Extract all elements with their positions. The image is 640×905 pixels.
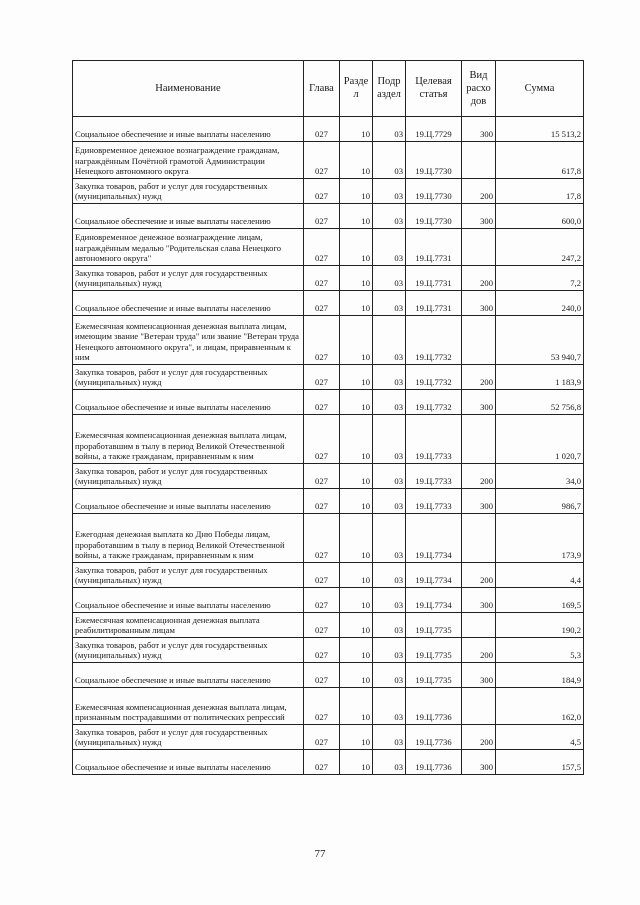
row-chapter-cell: 027 (304, 464, 340, 489)
row-section-cell: 10 (340, 204, 373, 229)
row-name-cell: Единовременное денежное вознаграждение гражданам, награждённым Почётной грамотой Администрации Ненецкого автономного округа (73, 142, 304, 179)
row-name-cell: Социальное обеспечение и иные выплаты населению (73, 750, 304, 775)
row-expense-type-cell (462, 415, 496, 464)
row-section-cell: 10 (340, 489, 373, 514)
row-name-cell: Социальное обеспечение и иные выплаты населению (73, 291, 304, 316)
row-expense-type-cell: 200 (462, 725, 496, 750)
row-amount-cell: 1 183,9 (496, 365, 584, 390)
row-section-cell: 10 (340, 663, 373, 688)
header-amount: Сумма (496, 61, 584, 117)
row-name-cell: Социальное обеспечение и иные выплаты населению (73, 204, 304, 229)
table-row (73, 316, 584, 365)
row-subsection-cell: 03 (373, 179, 406, 204)
header-subsection: Подр аздел (373, 61, 406, 117)
row-section-cell: 10 (340, 142, 373, 179)
row-expense-type-cell: 300 (462, 588, 496, 613)
row-amount-cell: 173,9 (496, 514, 584, 563)
row-chapter-cell: 027 (304, 390, 340, 415)
row-target-cell: 19.Ц.7734 (406, 514, 462, 563)
header-name: Наименование (73, 61, 304, 117)
row-target-cell: 19.Ц.7735 (406, 663, 462, 688)
row-subsection-cell: 03 (373, 663, 406, 688)
row-target-cell: 19.Ц.7735 (406, 638, 462, 663)
row-section-cell: 10 (340, 750, 373, 775)
row-subsection-cell: 03 (373, 489, 406, 514)
row-target-cell: 19.Ц.7731 (406, 266, 462, 291)
table-row (73, 204, 584, 229)
row-name-cell: Ежегодная денежная выплата ко Дню Победы лицам, проработавшим в тылу в период Великой Отечественной войны, а также гражданам, приравненным к ним (73, 514, 304, 563)
row-name-cell: Ежемесячная компенсационная денежная выплата реабилитированным лицам (73, 613, 304, 638)
row-subsection-cell: 03 (373, 563, 406, 588)
row-amount-cell: 600,0 (496, 204, 584, 229)
row-subsection-cell: 03 (373, 750, 406, 775)
row-name-cell: Закупка товаров, работ и услуг для государственных (муниципальных) нужд (73, 179, 304, 204)
row-target-cell: 19.Ц.7733 (406, 415, 462, 464)
table-body (73, 117, 584, 775)
row-section-cell: 10 (340, 638, 373, 663)
row-section-cell: 10 (340, 613, 373, 638)
table-row (73, 390, 584, 415)
row-name-cell: Социальное обеспечение и иные выплаты населению (73, 663, 304, 688)
row-chapter-cell: 027 (304, 489, 340, 514)
table-row (73, 588, 584, 613)
row-name-cell: Закупка товаров, работ и услуг для государственных (муниципальных) нужд (73, 266, 304, 291)
row-amount-cell: 4,4 (496, 563, 584, 588)
row-expense-type-cell: 200 (462, 563, 496, 588)
row-amount-cell: 52 756,8 (496, 390, 584, 415)
header-chapter: Глава (304, 61, 340, 117)
table-row (73, 291, 584, 316)
row-chapter-cell: 027 (304, 663, 340, 688)
row-amount-cell: 53 940,7 (496, 316, 584, 365)
row-target-cell: 19.Ц.7733 (406, 489, 462, 514)
row-amount-cell: 184,9 (496, 663, 584, 688)
row-subsection-cell: 03 (373, 266, 406, 291)
row-target-cell: 19.Ц.7730 (406, 179, 462, 204)
row-target-cell: 19.Ц.7732 (406, 390, 462, 415)
row-chapter-cell: 027 (304, 750, 340, 775)
row-name-cell: Социальное обеспечение и иные выплаты населению (73, 390, 304, 415)
row-subsection-cell: 03 (373, 142, 406, 179)
row-subsection-cell: 03 (373, 316, 406, 365)
row-expense-type-cell: 300 (462, 750, 496, 775)
row-name-cell: Ежемесячная компенсационная денежная выплата лицам, признанным пострадавшими от политических репрессий (73, 688, 304, 725)
row-name-cell: Закупка товаров, работ и услуг для государственных (муниципальных) нужд (73, 464, 304, 489)
row-amount-cell: 986,7 (496, 489, 584, 514)
row-subsection-cell: 03 (373, 613, 406, 638)
row-expense-type-cell: 300 (462, 489, 496, 514)
row-amount-cell: 4,5 (496, 725, 584, 750)
row-section-cell: 10 (340, 415, 373, 464)
table-row (73, 514, 584, 563)
row-subsection-cell: 03 (373, 117, 406, 142)
row-subsection-cell: 03 (373, 725, 406, 750)
row-amount-cell: 617,8 (496, 142, 584, 179)
row-chapter-cell: 027 (304, 514, 340, 563)
row-subsection-cell: 03 (373, 291, 406, 316)
row-name-cell: Закупка товаров, работ и услуг для государственных (муниципальных) нужд (73, 638, 304, 663)
row-expense-type-cell: 200 (462, 464, 496, 489)
row-section-cell: 10 (340, 365, 373, 390)
row-name-cell: Социальное обеспечение и иные выплаты населению (73, 588, 304, 613)
row-expense-type-cell (462, 142, 496, 179)
table-row (73, 725, 584, 750)
budget-table (72, 60, 584, 775)
row-target-cell: 19.Ц.7730 (406, 204, 462, 229)
row-subsection-cell: 03 (373, 514, 406, 563)
row-target-cell: 19.Ц.7730 (406, 142, 462, 179)
row-target-cell: 19.Ц.7731 (406, 291, 462, 316)
row-section-cell: 10 (340, 291, 373, 316)
row-target-cell: 19.Ц.7733 (406, 464, 462, 489)
row-chapter-cell: 027 (304, 291, 340, 316)
row-amount-cell: 162,0 (496, 688, 584, 725)
row-subsection-cell: 03 (373, 365, 406, 390)
row-subsection-cell: 03 (373, 229, 406, 266)
row-expense-type-cell (462, 514, 496, 563)
table-row (73, 688, 584, 725)
row-section-cell: 10 (340, 563, 373, 588)
row-chapter-cell: 027 (304, 204, 340, 229)
row-expense-type-cell: 300 (462, 117, 496, 142)
row-name-cell: Закупка товаров, работ и услуг для государственных (муниципальных) нужд (73, 365, 304, 390)
row-chapter-cell: 027 (304, 613, 340, 638)
row-target-cell: 19.Ц.7731 (406, 229, 462, 266)
row-amount-cell: 247,2 (496, 229, 584, 266)
row-chapter-cell: 027 (304, 725, 340, 750)
row-expense-type-cell: 200 (462, 179, 496, 204)
row-chapter-cell: 027 (304, 229, 340, 266)
row-target-cell: 19.Ц.7734 (406, 588, 462, 613)
row-amount-cell: 7,2 (496, 266, 584, 291)
row-amount-cell: 17,8 (496, 179, 584, 204)
table-row (73, 563, 584, 588)
header-target: Целевая статья (406, 61, 462, 117)
row-section-cell: 10 (340, 316, 373, 365)
table-row (73, 638, 584, 663)
row-section-cell: 10 (340, 588, 373, 613)
row-expense-type-cell: 300 (462, 204, 496, 229)
row-chapter-cell: 027 (304, 563, 340, 588)
row-section-cell: 10 (340, 117, 373, 142)
row-amount-cell: 1 020,7 (496, 415, 584, 464)
row-section-cell: 10 (340, 229, 373, 266)
row-expense-type-cell: 200 (462, 266, 496, 291)
table-row (73, 229, 584, 266)
table-row (73, 142, 584, 179)
row-chapter-cell: 027 (304, 142, 340, 179)
row-chapter-cell: 027 (304, 316, 340, 365)
table-header-row (73, 61, 584, 117)
row-name-cell: Единовременное денежное вознаграждение лицам, награждённым медалью "Родительская слава Ненецкого автономного округа" (73, 229, 304, 266)
row-target-cell: 19.Ц.7736 (406, 688, 462, 725)
row-name-cell: Социальное обеспечение и иные выплаты населению (73, 117, 304, 142)
table-row (73, 117, 584, 142)
row-name-cell: Социальное обеспечение и иные выплаты населению (73, 489, 304, 514)
row-subsection-cell: 03 (373, 390, 406, 415)
row-chapter-cell: 027 (304, 415, 340, 464)
row-amount-cell: 5,3 (496, 638, 584, 663)
row-subsection-cell: 03 (373, 588, 406, 613)
row-section-cell: 10 (340, 266, 373, 291)
header-section: Разде л (340, 61, 373, 117)
row-section-cell: 10 (340, 514, 373, 563)
row-target-cell: 19.Ц.7734 (406, 563, 462, 588)
row-expense-type-cell (462, 613, 496, 638)
row-section-cell: 10 (340, 725, 373, 750)
table-row (73, 266, 584, 291)
row-chapter-cell: 027 (304, 638, 340, 663)
row-amount-cell: 240,0 (496, 291, 584, 316)
row-expense-type-cell (462, 316, 496, 365)
row-target-cell: 19.Ц.7735 (406, 613, 462, 638)
row-chapter-cell: 027 (304, 179, 340, 204)
row-target-cell: 19.Ц.7736 (406, 725, 462, 750)
table-row (73, 489, 584, 514)
row-amount-cell: 169,5 (496, 588, 584, 613)
table-row (73, 464, 584, 489)
row-chapter-cell: 027 (304, 266, 340, 291)
table-row (73, 179, 584, 204)
row-expense-type-cell: 300 (462, 291, 496, 316)
row-subsection-cell: 03 (373, 688, 406, 725)
table-row (73, 415, 584, 464)
row-name-cell: Ежемесячная компенсационная денежная выплата лицам, проработавшим в тылу в период Великой Отечественной войны, а также гражданам, приравненным к ним (73, 415, 304, 464)
row-amount-cell: 157,5 (496, 750, 584, 775)
row-expense-type-cell: 200 (462, 638, 496, 663)
row-amount-cell: 190,2 (496, 613, 584, 638)
row-target-cell: 19.Ц.7732 (406, 365, 462, 390)
row-chapter-cell: 027 (304, 688, 340, 725)
row-expense-type-cell: 200 (462, 365, 496, 390)
page-number: 77 (314, 848, 326, 860)
row-subsection-cell: 03 (373, 464, 406, 489)
row-section-cell: 10 (340, 688, 373, 725)
header-expense-type: Вид расхо дов (462, 61, 496, 117)
row-subsection-cell: 03 (373, 204, 406, 229)
table-row (73, 365, 584, 390)
row-target-cell: 19.Ц.7729 (406, 117, 462, 142)
row-chapter-cell: 027 (304, 117, 340, 142)
row-chapter-cell: 027 (304, 588, 340, 613)
table-row (73, 750, 584, 775)
row-amount-cell: 34,0 (496, 464, 584, 489)
row-expense-type-cell: 300 (462, 390, 496, 415)
row-chapter-cell: 027 (304, 365, 340, 390)
row-name-cell: Ежемесячная компенсационная денежная выплата лицам, имеющим звание "Ветеран труда" или звание "Ветеран труда Ненецкого автономного округа", и лицам, приравненным к ним (73, 316, 304, 365)
row-section-cell: 10 (340, 390, 373, 415)
row-section-cell: 10 (340, 464, 373, 489)
row-expense-type-cell (462, 229, 496, 266)
row-amount-cell: 15 513,2 (496, 117, 584, 142)
row-name-cell: Закупка товаров, работ и услуг для государственных (муниципальных) нужд (73, 563, 304, 588)
row-target-cell: 19.Ц.7736 (406, 750, 462, 775)
row-expense-type-cell (462, 688, 496, 725)
row-subsection-cell: 03 (373, 415, 406, 464)
row-subsection-cell: 03 (373, 638, 406, 663)
row-name-cell: Закупка товаров, работ и услуг для государственных (муниципальных) нужд (73, 725, 304, 750)
table-row (73, 613, 584, 638)
row-target-cell: 19.Ц.7732 (406, 316, 462, 365)
row-expense-type-cell: 300 (462, 663, 496, 688)
row-section-cell: 10 (340, 179, 373, 204)
table-row (73, 663, 584, 688)
